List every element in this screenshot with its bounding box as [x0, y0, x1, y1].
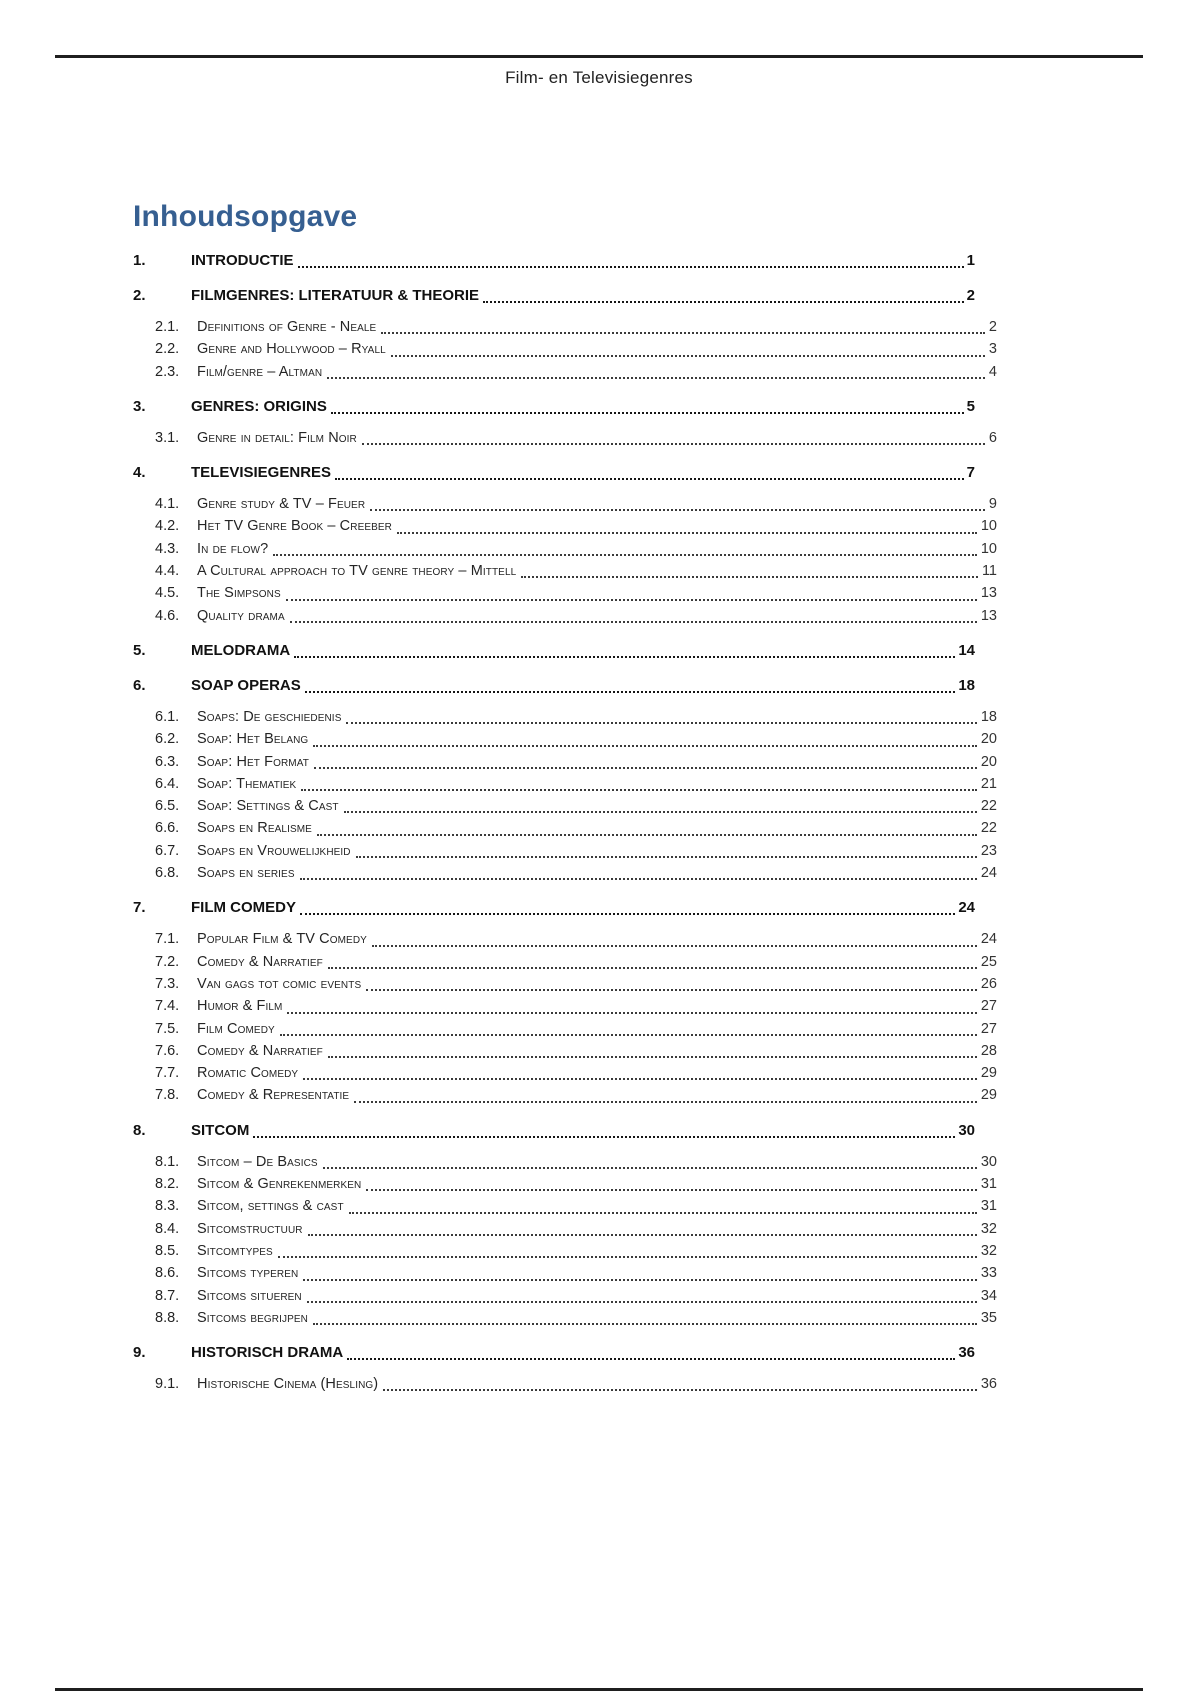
toc-entry[interactable]	[133, 1195, 997, 1217]
toc-entry-title: HISTORISCH DRAMA	[191, 1344, 344, 1362]
toc-entry-title: Film Comedy	[197, 1020, 275, 1037]
toc-entry-page: 22	[980, 798, 997, 815]
toc-list	[133, 250, 997, 1395]
toc-entry-number: 8.	[133, 1121, 146, 1139]
toc-entry[interactable]	[133, 250, 975, 272]
toc-entry-title: In de flow?	[197, 540, 269, 557]
toc-entry-number: 6.	[133, 676, 146, 694]
toc-entry[interactable]	[133, 728, 997, 750]
toc-dot-leader	[313, 745, 977, 747]
toc-entry-title: Sitcom & Genrekenmerken	[197, 1176, 362, 1193]
toc-entry[interactable]	[133, 928, 997, 950]
toc-entry-title: Comedy & Representatie	[197, 1087, 350, 1104]
toc-entry-page: 14	[958, 641, 975, 659]
toc-entry[interactable]	[133, 1285, 997, 1307]
toc-dot-leader	[323, 1167, 977, 1169]
toc-entry-title: SOAP OPERAS	[191, 676, 301, 694]
toc-entry-number: 7.7.	[155, 1065, 180, 1082]
toc-entry-title: Sitcomstructuur	[197, 1220, 303, 1237]
toc-entry-title: Sitcomtypes	[197, 1242, 273, 1259]
toc-entry-number: 6.5.	[155, 798, 180, 815]
toc-dot-leader	[356, 856, 977, 858]
toc-dot-leader	[328, 1056, 977, 1058]
toc-entry-number: 4.6.	[155, 607, 180, 624]
toc-dot-leader	[370, 509, 985, 511]
toc-entry[interactable]	[133, 706, 997, 728]
toc-dot-leader	[294, 656, 955, 658]
toc-dot-leader	[286, 599, 977, 601]
toc-entry-page: 20	[980, 753, 997, 770]
toc-entry-title: Definitions of Genre - Neale	[197, 319, 377, 335]
running-header: Film- en Televisiegenres	[505, 68, 693, 87]
toc-dot-leader	[347, 1358, 955, 1360]
toc-entry[interactable]	[133, 862, 997, 884]
toc-entry[interactable]	[133, 951, 997, 973]
toc-entry-number: 4.2.	[155, 518, 180, 535]
toc-entry-page: 29	[980, 1065, 997, 1082]
toc-dot-leader	[349, 1212, 977, 1214]
toc-dot-leader	[303, 1279, 977, 1281]
toc-entry-number: 2.3.	[155, 363, 180, 380]
toc-entry-number: 9.	[133, 1344, 146, 1362]
toc-entry-number: 7.4.	[155, 998, 180, 1015]
toc-entry-number: 8.2.	[155, 1176, 180, 1193]
toc-dot-leader	[278, 1256, 977, 1258]
toc-entry-number: 6.8.	[155, 865, 180, 882]
toc-dot-leader	[308, 1234, 977, 1236]
toc-entry-title: Soap: Het Format	[197, 753, 309, 770]
toc-entry[interactable]	[133, 1084, 997, 1106]
toc-dot-leader	[354, 1101, 977, 1103]
toc-entry-page: 11	[981, 563, 997, 580]
toc-entry-page: 34	[980, 1287, 997, 1304]
toc-entry-number: 6.6.	[155, 820, 180, 837]
toc-entry-page: 26	[980, 975, 997, 992]
footer-rule	[55, 1688, 1143, 1691]
toc-dot-leader	[383, 1389, 977, 1391]
toc-entry-title: Soaps en Vrouwelijkheid	[197, 842, 351, 859]
toc-dot-leader	[331, 412, 964, 414]
toc-entry-page: 7	[966, 464, 975, 482]
toc-dot-leader	[328, 967, 977, 969]
toc-dot-leader	[307, 1301, 977, 1303]
toc-entry[interactable]	[133, 1262, 997, 1284]
toc-entry-number: 7.2.	[155, 953, 180, 970]
toc-entry[interactable]	[133, 1120, 975, 1142]
toc-entry-page: 35	[980, 1309, 997, 1326]
toc-entry-page: 24	[958, 899, 975, 917]
toc-entry-page: 13	[980, 585, 997, 602]
toc-entry-page: 18	[980, 708, 997, 725]
toc-dot-leader	[344, 811, 977, 813]
toc-entry-title: Humor & Film	[197, 998, 283, 1015]
toc-dot-leader	[521, 576, 978, 578]
toc-entry-number: 8.3.	[155, 1198, 180, 1215]
toc-entry-number: 4.3.	[155, 540, 180, 557]
toc-entry-title: FILMGENRES: LITERATUUR & THEORIE	[191, 287, 480, 304]
toc-entry-number: 1.	[133, 252, 146, 269]
toc-dot-leader	[317, 834, 977, 836]
toc-entry-title: Soap: Het Belang	[197, 731, 309, 748]
toc-entry[interactable]	[133, 1062, 997, 1084]
toc-entry-number: 8.1.	[155, 1153, 180, 1170]
toc-entry[interactable]	[133, 427, 997, 449]
toc-entry-title: GENRES: ORIGINS	[191, 397, 327, 415]
toc-entry-title: Historische Cinema (Hesling)	[197, 1376, 379, 1393]
toc-entry[interactable]	[133, 1218, 997, 1240]
toc-entry[interactable]	[133, 538, 997, 560]
toc-entry-page: 31	[980, 1198, 997, 1215]
toc-entry-title: SITCOM	[191, 1121, 250, 1139]
toc-entry-number: 6.1.	[155, 708, 180, 725]
toc-dot-leader	[303, 1078, 977, 1080]
toc-entry-title: TELEVISIEGENRES	[191, 464, 332, 482]
toc-entry-number: 2.2.	[155, 341, 180, 358]
toc-entry-title: MELODRAMA	[191, 641, 291, 659]
toc-entry-page: 22	[980, 820, 997, 837]
toc-dot-leader	[313, 1323, 977, 1325]
toc-dot-leader	[253, 1136, 955, 1138]
toc-entry[interactable]	[133, 817, 997, 839]
toc-entry-number: 4.4.	[155, 563, 180, 580]
toc-entry-page: 30	[958, 1121, 975, 1139]
toc-entry-number: 7.3.	[155, 975, 180, 992]
toc-dot-leader	[290, 621, 977, 623]
toc-entry-number: 7.6.	[155, 1042, 180, 1059]
toc-entry-title: The Simpsons	[197, 585, 281, 602]
toc-entry[interactable]	[133, 640, 975, 662]
toc-entry-page: 32	[980, 1220, 997, 1237]
toc-entry-page: 1	[966, 252, 975, 269]
toc-entry-title: Sitcoms typeren	[197, 1265, 299, 1282]
toc-dot-leader	[346, 722, 976, 724]
toc-entry-title: A Cultural approach to TV genre theory – Mittell	[197, 563, 517, 580]
toc-entry-number: 8.5.	[155, 1242, 180, 1259]
toc-entry[interactable]	[133, 338, 997, 360]
toc-entry-title: Sitcom, settings & cast	[197, 1198, 344, 1215]
toc-entry[interactable]	[133, 675, 975, 697]
toc-entry[interactable]	[133, 973, 997, 995]
toc-entry[interactable]	[133, 361, 997, 383]
toc-entry-page: 31	[980, 1176, 997, 1193]
toc-heading: Inhoudsopgave	[133, 200, 358, 233]
toc-entry-page: 13	[980, 607, 997, 624]
toc-entry-title: Het TV Genre Book – Creeber	[197, 518, 392, 535]
toc-entry-page: 24	[980, 931, 997, 948]
toc-entry-page: 30	[980, 1153, 997, 1170]
toc-entry-page: 3	[988, 341, 997, 358]
toc-entry-number: 7.5.	[155, 1020, 180, 1037]
toc-dot-leader	[273, 554, 977, 556]
toc-dot-leader	[327, 377, 985, 379]
toc-dot-leader	[301, 789, 977, 791]
toc-entry-title: Sitcoms begrijpen	[197, 1309, 308, 1326]
toc-dot-leader	[397, 532, 977, 534]
toc-entry-number: 5.	[133, 641, 146, 659]
toc-entry-number: 7.8.	[155, 1087, 180, 1104]
toc-entry-number: 4.5.	[155, 585, 180, 602]
toc-entry[interactable]	[133, 1373, 997, 1395]
header-rule	[55, 55, 1143, 58]
toc-dot-leader	[366, 989, 977, 991]
toc-entry[interactable]	[133, 795, 997, 817]
toc-entry[interactable]	[133, 1342, 975, 1364]
toc-entry-number: 8.7.	[155, 1287, 180, 1304]
toc-entry-page: 33	[980, 1265, 997, 1282]
toc-entry[interactable]	[133, 560, 997, 582]
toc-entry-title: Film/genre – Altman	[197, 363, 323, 380]
toc-dot-leader	[298, 266, 964, 268]
toc-entry-page: 2	[988, 319, 997, 335]
toc-entry[interactable]	[133, 1151, 997, 1173]
toc-entry-number: 7.	[133, 899, 146, 917]
toc-entry-number: 7.1.	[155, 931, 180, 948]
toc-entry-page: 27	[980, 998, 997, 1015]
toc-dot-leader	[287, 1012, 976, 1014]
toc-entry[interactable]	[133, 515, 997, 537]
toc-entry-number: 6.2.	[155, 731, 180, 748]
toc-entry-number: 8.4.	[155, 1220, 180, 1237]
toc-dot-leader	[483, 301, 964, 303]
toc-entry-title: Sitcoms situeren	[197, 1287, 302, 1304]
toc-entry-title: Sitcom – De Basics	[197, 1153, 318, 1170]
toc-entry-page: 36	[980, 1376, 997, 1393]
toc-entry[interactable]	[133, 1173, 997, 1195]
toc-entry-title: Van gags tot comic events	[197, 975, 362, 992]
toc-entry-number: 9.1.	[155, 1376, 180, 1393]
toc-entry-page: 18	[958, 676, 975, 694]
toc-entry-number: 8.6.	[155, 1265, 180, 1282]
toc-entry-title: Popular Film & TV Comedy	[197, 931, 367, 948]
toc-dot-leader	[362, 443, 985, 445]
toc-entry-title: Genre in detail: Film Noir	[197, 429, 357, 446]
toc-entry[interactable]	[133, 316, 997, 338]
toc-dot-leader	[366, 1189, 977, 1191]
toc-entry[interactable]	[133, 751, 997, 773]
toc-entry-title: INTRODUCTIE	[191, 252, 294, 269]
toc-entry[interactable]	[133, 582, 997, 604]
toc-dot-leader	[372, 945, 977, 947]
toc-entry-page: 32	[980, 1242, 997, 1259]
toc-entry-number: 2.1.	[155, 319, 180, 335]
toc-entry-title: Soaps en series	[197, 865, 295, 882]
toc-dot-leader	[314, 767, 977, 769]
toc-entry-title: FILM COMEDY	[191, 899, 296, 917]
toc-entry[interactable]	[133, 995, 997, 1017]
toc-entry-page: 5	[966, 397, 975, 415]
toc-entry-page: 24	[980, 865, 997, 882]
toc-entry-number: 4.	[133, 464, 146, 482]
toc-entry-title: Genre study & TV – Feuer	[197, 496, 366, 513]
toc-entry[interactable]	[133, 1240, 997, 1262]
toc-dot-leader	[305, 691, 956, 693]
toc-entry-page: 36	[958, 1344, 975, 1362]
toc-entry[interactable]	[133, 840, 997, 862]
toc-dot-leader	[280, 1034, 977, 1036]
toc-entry[interactable]	[133, 285, 975, 307]
toc-entry-number: 8.8.	[155, 1309, 180, 1326]
toc-entry-page: 20	[980, 731, 997, 748]
toc-entry-title: Comedy & Narratief	[197, 1042, 323, 1059]
toc-entry[interactable]	[133, 1018, 997, 1040]
toc-entry-number: 4.1.	[155, 496, 180, 513]
toc-entry-title: Soap: Thematiek	[197, 775, 297, 792]
toc-entry[interactable]	[133, 396, 975, 418]
toc-entry[interactable]	[133, 493, 997, 515]
toc-entry-title: Comedy & Narratief	[197, 953, 323, 970]
toc-entry-number: 3.	[133, 397, 146, 415]
toc-dot-leader	[335, 478, 964, 480]
toc-entry-page: 10	[980, 540, 997, 557]
toc-entry[interactable]	[133, 462, 975, 484]
toc-entry-number: 3.1.	[155, 429, 180, 446]
toc-entry-number: 6.3.	[155, 753, 180, 770]
toc-entry[interactable]	[133, 1307, 997, 1329]
toc-entry-page: 27	[980, 1020, 997, 1037]
toc-dot-leader	[300, 913, 955, 915]
toc-entry[interactable]	[133, 605, 997, 627]
toc-entry-page: 2	[966, 287, 975, 304]
toc-entry-title: Soap: Settings & Cast	[197, 798, 339, 815]
toc-entry-page: 25	[980, 953, 997, 970]
toc-entry-number: 6.4.	[155, 775, 180, 792]
toc-entry-page: 21	[980, 775, 997, 792]
toc-entry-title: Romatic Comedy	[197, 1065, 299, 1082]
toc-dot-leader	[391, 355, 985, 357]
toc-entry-page: 4	[988, 363, 997, 380]
toc-entry[interactable]	[133, 773, 997, 795]
toc-entry-page: 10	[980, 518, 997, 535]
toc-entry-title: Soaps en Realisme	[197, 820, 312, 837]
toc-entry[interactable]	[133, 1040, 997, 1062]
toc-entry-number: 2.	[133, 287, 146, 304]
toc-entry-page: 28	[980, 1042, 997, 1059]
toc-entry-page: 6	[988, 429, 997, 446]
toc-entry-title: Soaps: De geschiedenis	[197, 708, 342, 725]
toc-entry-page: 9	[988, 496, 997, 513]
toc-entry-page: 29	[980, 1087, 997, 1104]
toc-dot-leader	[381, 332, 985, 334]
toc-entry-page: 23	[980, 842, 997, 859]
toc-entry-number: 6.7.	[155, 842, 180, 859]
toc-section	[133, 200, 997, 1395]
toc-entry[interactable]	[133, 897, 975, 919]
toc-entry-title: Genre and Hollywood – Ryall	[197, 341, 386, 358]
toc-entry-title: Quality drama	[197, 607, 285, 624]
toc-dot-leader	[300, 878, 977, 880]
